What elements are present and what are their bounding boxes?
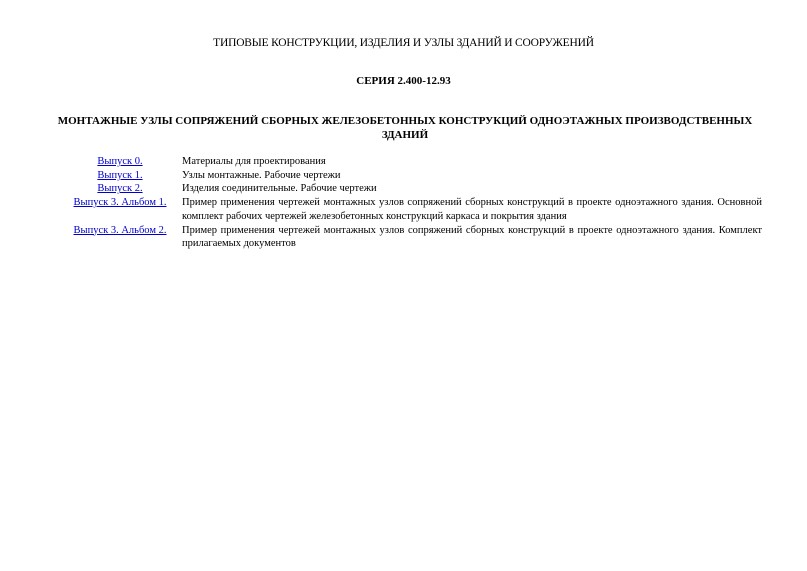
- contents-link-cell: [58, 182, 182, 196]
- collection-title: ТИПОВЫЕ КОНСТРУКЦИИ, ИЗДЕЛИЯ И УЗЛЫ ЗДАНИЙ И СООРУЖЕНИЙ: [213, 37, 594, 49]
- contents-description: Изделия соединительные. Рабочие чертежи: [182, 183, 377, 195]
- contents-description: Узлы монтажные. Рабочие чертежи: [182, 169, 341, 181]
- contents-link-cell: [58, 155, 182, 169]
- contents-row-vypusk-1: [58, 169, 762, 183]
- link-vypusk-3-album-1[interactable]: Выпуск 3. Альбом 1.: [73, 197, 167, 209]
- link-vypusk-2[interactable]: Выпуск 2.: [97, 183, 143, 195]
- contents-row-vypusk-3-album-1: [58, 196, 762, 223]
- contents-row-vypusk-2: [58, 182, 762, 196]
- contents-list: [58, 155, 762, 251]
- series-number: СЕРИЯ 2.400-12.93: [356, 75, 451, 87]
- link-vypusk-3-album-2[interactable]: Выпуск 3. Альбом 2.: [73, 224, 167, 236]
- contents-link-cell: [58, 196, 182, 223]
- contents-row-vypusk-0: [58, 155, 762, 169]
- link-vypusk-0[interactable]: Выпуск 0.: [97, 156, 143, 167]
- contents-link-cell: [58, 169, 182, 183]
- contents-row-vypusk-3-album-2: [58, 224, 762, 251]
- contents-description: Пример применения чертежей монтажных узлов сопряжений сборных конструкций в проекте одноэтажного здания. Основной комплект рабочих чертежей железобетонных конструкций каркаса и покрытия здания: [182, 197, 762, 222]
- contents-description: Пример применения чертежей монтажных узлов сопряжений сборных конструкций в проекте одноэтажного здания. Комплект прилагаемых документов: [182, 224, 762, 250]
- contents-link-cell: [58, 224, 182, 251]
- link-vypusk-1[interactable]: Выпуск 1.: [97, 169, 143, 181]
- document-title: МОНТАЖНЫЕ УЗЛЫ СОПРЯЖЕНИЙ СБОРНЫХ ЖЕЛЕЗОБЕТОННЫХ КОНСТРУКЦИЙ ОДНОЭТАЖНЫХ ПРОИЗВОДСТВЕННЫХ ЗДАНИЙ: [57, 115, 753, 141]
- contents-description: Материалы для проектирования: [182, 156, 326, 167]
